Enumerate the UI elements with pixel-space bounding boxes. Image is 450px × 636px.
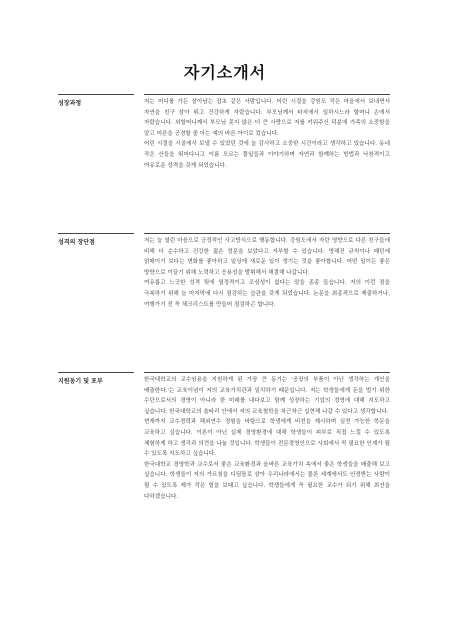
section-body-rule [144, 233, 390, 234]
section-body [144, 236, 390, 310]
section-body [144, 97, 390, 171]
section-body-rule [144, 94, 390, 95]
section-label: 성장과정 [58, 100, 82, 107]
document-title: 자기소개서 [183, 63, 267, 82]
section-growth [58, 94, 390, 214]
section-motivation [58, 372, 390, 584]
section-label-rule [58, 233, 134, 234]
section-label-rule [58, 94, 134, 95]
section-body [144, 375, 390, 502]
section-label: 성격의 장단점 [58, 239, 95, 246]
paragraph: 저는 어디를 가든 살아남는 잡초 같은 사람입니다. 어린 시절을 강원도 작은 마을에서 보내면서 자연을 친구 삼아 뛰고 건강하게 자랐습니다. 부모님께서 타지에서 일하시느라 할머니 손에서 자랐습니다. 외할머니께서 부모님 못지 않은 더 큰 사랑으로 저를 키워주신 덕분에 가족의 소중함을 알고 어른을 공경할 줄 아는 예의 바른 아이로 컸습니다. [144, 99, 390, 137]
section-label: 지원동기 및 포부 [58, 378, 103, 385]
paragraph: 한국대학교의 교수임용을 지원하게 된 가장 큰 동기는 '공장의 부품이 아닌 생각하는 개인을 배출한다.'는 교육이념이 저의 교육가치관과 일치하기 때문입니다. 저는 학생들에게 돈을 벌기 위한 수단으로서의 경영이 아니라 한 미래를 내다보고 함께 성장하는 기업의 경영에 대해 지도하고 싶습니다. 한국대학교의 울타리 안에서 저의 교육철학을 차근차근 실현해 나갈 수 있다고 생각합니다. [144, 377, 390, 415]
paragraph: 한국대학교 경영학과 교수로서 좋은 교육환경과 올바른 교육가치 속에서 좋은 학생들을 배출해 보고 싶습니다. 학생들이 저의 가르침을 디딤돌로 삼아 우리나라에서는 물론 세계에서도 인정받는 사람이 될 수 있도록 제가 작은 힘을 보태고 싶습니다. 학생들에게 꼭 필요한 교수가 되기 위해 최선을 다하겠습니다. [144, 461, 390, 500]
paragraph: 저는 늘 열린 마음으로 긍정적인 사고방식으로 행동합니다. 강원도에서 자란 영향으로 다른 친구들에 비해 더 순수하고 건강한 젊은 정문을 보았다고 자부할 수 있습니다. 명해진 규칙이나 패턴에 얽매이기 보다는 변화를 좋아하고 일상에 새로운 일이 생기는 것을 좋아합니다. 어떤 일이든 좋은 방향으로 이끌기 위해 노력하고 응용성을 발휘해서 해결해 나갑니다. [144, 238, 390, 276]
paragraph: 어린 시절을 시골에서 보낼 수 있었던 것에 늘 감사하고 소중한 시간이라고 생각하고 있습니다. 동네 작은 산들을 뛰어다니고 이름 모르는 풀잎들과 이야기하며 자연과 함께하는 방법과 낙천적이고 여유로운 성격을 갖게 되었습니다. [144, 141, 390, 169]
paragraph: 여유롭고 느긋한 성격 뒷에 열정적이고 조심성이 없다는 말을 종종 들습니다. 저의 이런 점을 극복하기 위해 늘 마지막에 다시 점검하는 습관을 갖게 되었습니다. 논문을 최종적으로 제출하거나, 여행가기 전 꼭 체크리스트를 만들어 점검하곤 합니다. [144, 280, 390, 308]
section-body-rule [144, 372, 390, 373]
section-personality [58, 233, 390, 363]
paragraph: 현재까지 교수경력과 해외연수 경험을 바탕으로 학생에게 비전을 제시하며 실전 가능한 학문을 교육하고 싶습니다. 이론이 아닌 실제 경영환경에 대해 학생들이 피부로 직접 느낄 수 있도록 체험하게 하고 생각과 의견을 나눌 것입니다. 학생들이 전문경영인으로 사회에서 꼭 필요한 인재가 될 수 있도록 지도하고 싶습니다. [144, 419, 390, 458]
section-label-rule [58, 372, 134, 373]
